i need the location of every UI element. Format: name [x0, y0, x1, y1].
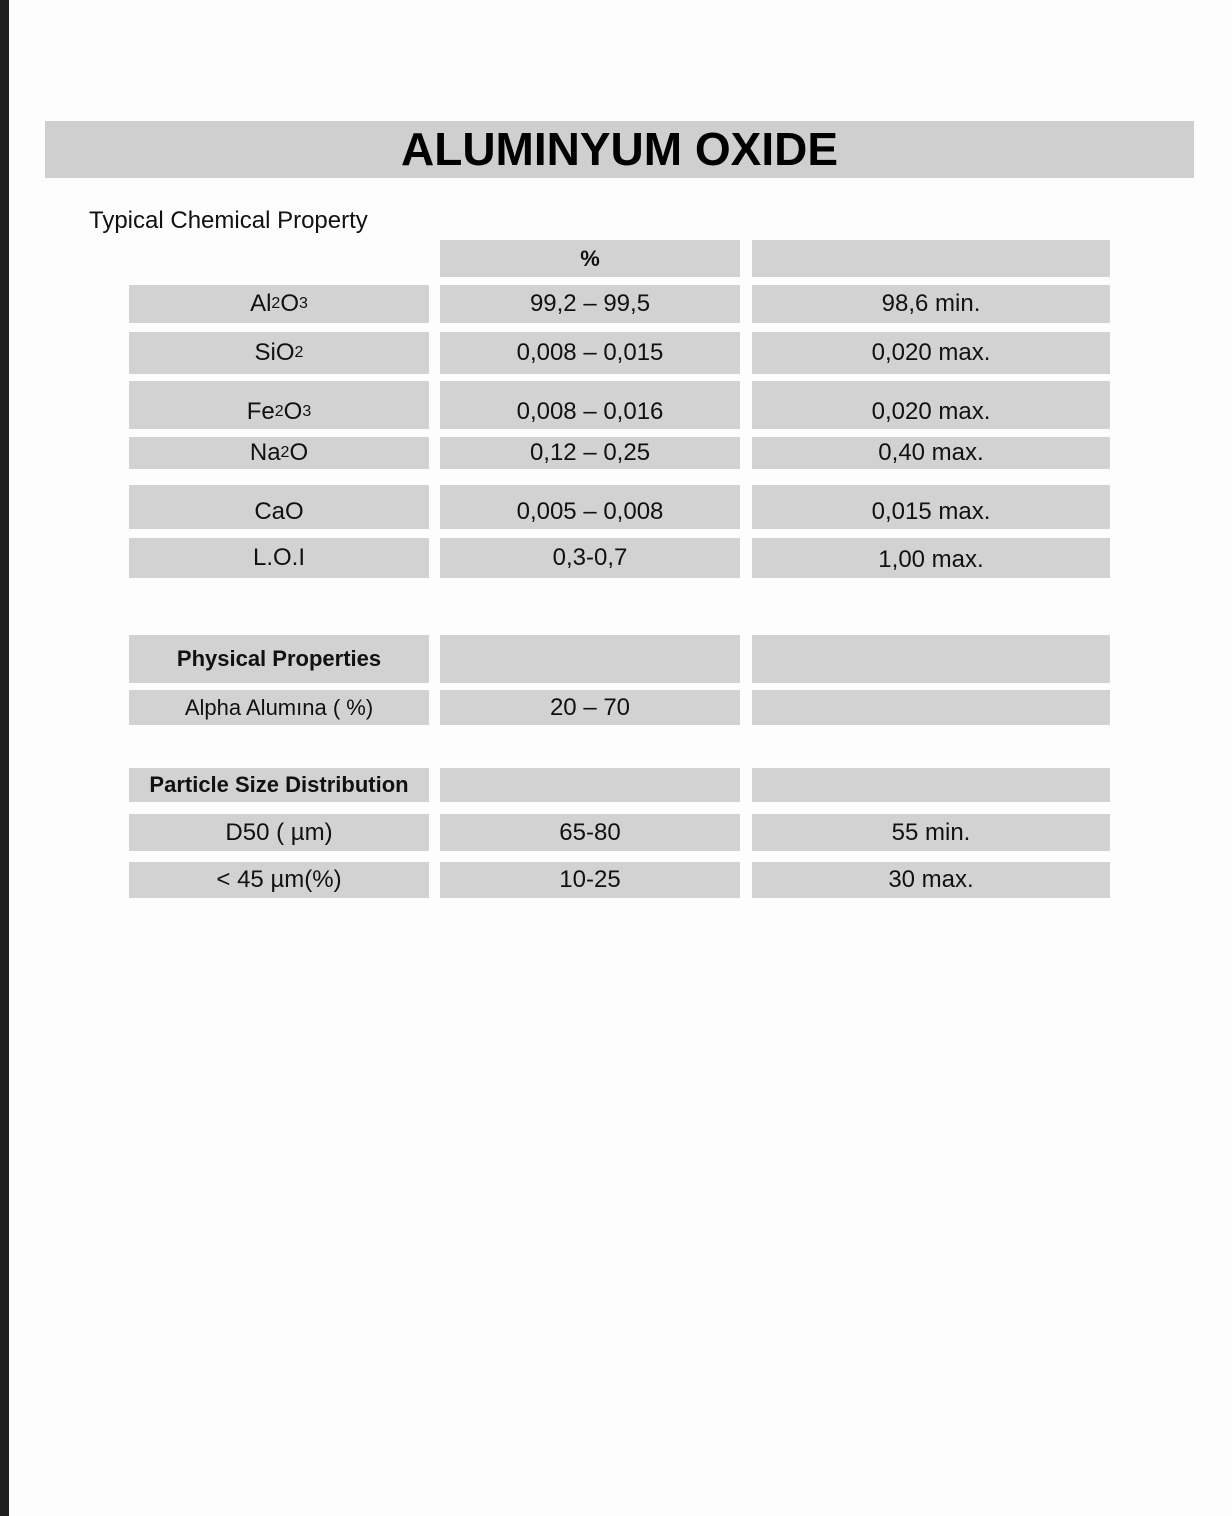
chem-row-name: CaO [129, 485, 429, 529]
chem-row-name: Fe 2 O 3 [129, 381, 429, 429]
chem-row-typical: 0,3-0,7 [440, 538, 740, 578]
chem-row-limit: 0,020 max. [752, 381, 1110, 429]
particle-header-blank [752, 768, 1110, 802]
particle-header-blank [440, 768, 740, 802]
left-edge-bar [0, 0, 9, 1516]
chem-row-typical: 0,008 – 0,016 [440, 381, 740, 429]
chem-row-limit: 0,40 max. [752, 437, 1110, 469]
chem-header-limit [752, 240, 1110, 277]
chem-row-typical: 0,005 – 0,008 [440, 485, 740, 529]
chem-row-limit: 98,6 min. [752, 285, 1110, 323]
chem-row-limit: 0,015 max. [752, 485, 1110, 529]
chem-row-typical: 0,008 – 0,015 [440, 332, 740, 374]
physical-row-typical: 20 – 70 [440, 690, 740, 725]
particle-row-limit: 55 min. [752, 814, 1110, 851]
particle-header: Particle Size Distribution [129, 768, 429, 802]
particle-row-typical: 10-25 [440, 862, 740, 898]
physical-row-name: Alpha Alumına ( %) [129, 690, 429, 725]
chem-row-name: Na 2 O [129, 437, 429, 469]
document-title: ALUMINYUM OXIDE [45, 121, 1194, 178]
chem-row-name: Al 2 O 3 [129, 285, 429, 323]
section-title: Typical Chemical Property [89, 207, 368, 234]
chem-row-name: L.O.I [129, 538, 429, 578]
particle-row-name: D50 ( µm) [129, 814, 429, 851]
chem-header-percent: % [440, 240, 740, 277]
chem-row-typical: 0,12 – 0,25 [440, 437, 740, 469]
particle-row-limit: 30 max. [752, 862, 1110, 898]
particle-row-name: < 45 µm(%) [129, 862, 429, 898]
chem-row-limit: 1,00 max. [752, 538, 1110, 578]
chem-row-name: SiO 2 [129, 332, 429, 374]
particle-row-typical: 65-80 [440, 814, 740, 851]
physical-header-blank [440, 635, 740, 683]
chem-row-limit: 0,020 max. [752, 332, 1110, 374]
physical-header-blank [752, 635, 1110, 683]
chem-row-typical: 99,2 – 99,5 [440, 285, 740, 323]
physical-header: Physical Properties [129, 635, 429, 683]
physical-row-limit [752, 690, 1110, 725]
